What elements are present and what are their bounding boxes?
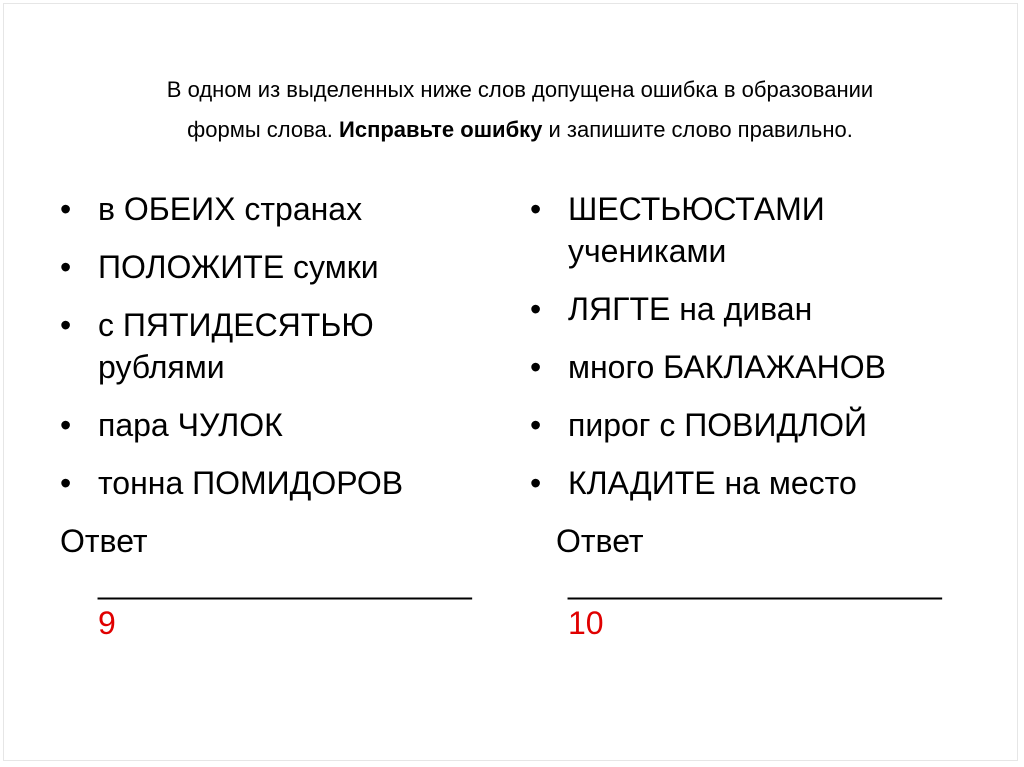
instruction-line-2 xyxy=(60,110,980,150)
answer-label: Ответ xyxy=(60,523,148,559)
list-item-label: с ПЯТИДЕСЯТЬЮ рублями xyxy=(98,307,374,385)
answer-blank: _____________________ xyxy=(98,564,472,600)
bullet-icon: • xyxy=(530,291,542,327)
list-item-label: ПОЛОЖИТЕ сумки xyxy=(98,249,379,285)
bullet-icon: • xyxy=(530,407,542,443)
left-word-list xyxy=(60,188,500,504)
bullet-icon: • xyxy=(60,465,72,501)
bullet-icon: • xyxy=(530,465,542,501)
bullet-icon: • xyxy=(60,249,72,285)
bullet-icon: • xyxy=(60,407,72,443)
right-word-list xyxy=(530,188,970,504)
bullet-icon: • xyxy=(60,307,72,343)
task-instruction xyxy=(60,70,980,150)
left-column xyxy=(60,188,500,644)
task-number: 10 xyxy=(568,605,604,641)
bullet-icon: • xyxy=(530,349,542,385)
list-item xyxy=(60,246,500,288)
list-item xyxy=(60,188,500,230)
bullet-icon: • xyxy=(530,191,542,227)
task-number: 9 xyxy=(98,605,116,641)
answer-blank: _____________________ xyxy=(568,564,942,600)
right-column xyxy=(530,188,970,644)
bullet-icon: • xyxy=(60,191,72,227)
list-item-label: в ОБЕИХ странах xyxy=(98,191,363,227)
list-item-label: ЛЯГТЕ на диван xyxy=(568,291,813,327)
list-item-label: пара ЧУЛОК xyxy=(98,407,283,443)
list-item-label: тонна ПОМИДОРОВ xyxy=(98,465,404,501)
instruction-text-end: и запишите слово правильно. xyxy=(542,117,853,142)
instruction-emphasis: Исправьте ошибку xyxy=(339,117,543,142)
instruction-text-start: формы слова. xyxy=(187,117,340,142)
list-item-label: ШЕСТЬЮСТАМИ учениками xyxy=(568,191,825,269)
answer-label: Ответ xyxy=(556,523,644,559)
instruction-line-1: В одном из выделенных ниже слов допущена ошибка в образовании xyxy=(166,77,874,102)
list-item xyxy=(60,304,398,388)
list-item xyxy=(530,404,970,446)
list-item-label: много БАКЛАЖАНОВ xyxy=(568,349,886,385)
list-item xyxy=(60,404,500,446)
list-item-label: КЛАДИТЕ на место xyxy=(568,465,857,501)
list-item xyxy=(530,462,970,504)
list-item xyxy=(530,288,970,330)
list-item-label: пирог с ПОВИДЛОЙ xyxy=(568,407,868,443)
list-item xyxy=(60,462,500,504)
list-item xyxy=(530,346,970,388)
list-item xyxy=(530,188,868,272)
